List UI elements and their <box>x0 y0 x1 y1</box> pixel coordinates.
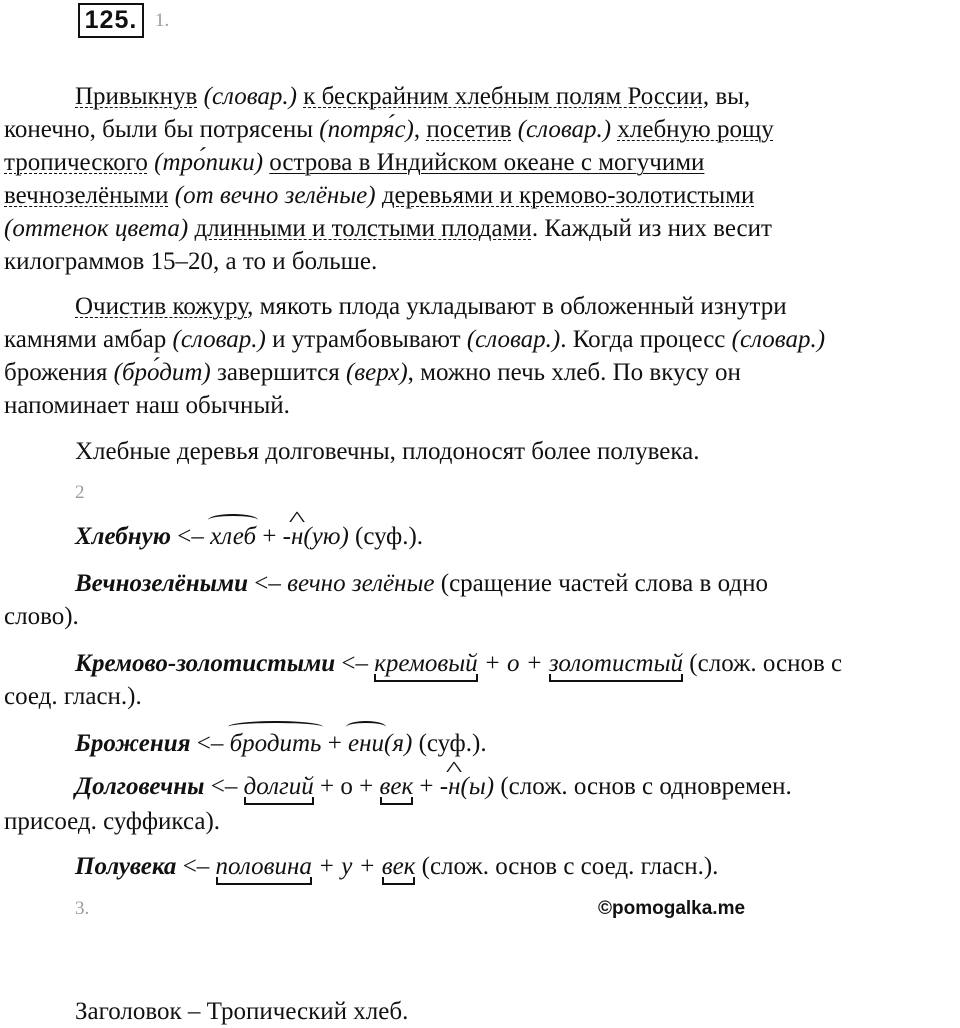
p3-line <box>75 435 699 468</box>
plus: + - <box>413 773 449 800</box>
text: , вы, <box>702 83 751 110</box>
phrase-dlinnymi: длинными и толстыми плодами <box>194 215 532 242</box>
ending: (ы) <box>460 773 495 800</box>
source: вечно зелёные <box>287 570 435 597</box>
title-line <box>75 995 408 1028</box>
note: (слож. основ с <box>683 650 843 677</box>
note: (словар.) <box>466 326 561 353</box>
p2-line-2 <box>4 323 825 356</box>
p2-line-1 <box>75 290 787 323</box>
p1-line-3 <box>4 146 704 179</box>
note: (слож. основ с одновремен. <box>494 773 792 800</box>
p2-line-4 <box>4 389 290 422</box>
arrow: <– <box>176 853 216 880</box>
analysis-vechnozelenymi-cont <box>4 600 79 633</box>
word-privyknuv: Привыкнув <box>75 83 198 110</box>
arrow: <– <box>248 570 288 597</box>
text: и утрамбовывают <box>272 326 461 353</box>
plus: + <box>321 730 349 757</box>
exercise-number: 125. <box>78 3 144 38</box>
analysis-word: Вечнозелёными <box>75 570 249 597</box>
text: камнями амбар <box>4 326 167 353</box>
arrow: <– <box>335 650 375 677</box>
phrase-derevyami: деревьями и кремово-золотистыми <box>381 182 755 209</box>
analysis-poluveka <box>75 850 718 883</box>
word-ochistiv: Очистив кожуру <box>75 293 248 320</box>
p1-line-4 <box>4 179 754 212</box>
word-vechnozelenymi: вечнозелёными <box>4 182 169 209</box>
text: . Каждый из них весит <box>531 215 772 242</box>
plus: + о + <box>477 650 549 677</box>
word-tropicheskogo: тропического <box>4 149 148 176</box>
phrase-khlebnuyu-roshchu: хлебную рощу <box>617 116 774 143</box>
text: Заголовок – Тропический хлеб. <box>75 998 409 1025</box>
text: килограммов 15–20, а то и больше. <box>4 248 378 275</box>
ending: (я) <box>384 730 413 757</box>
root: бродить <box>230 727 322 760</box>
analysis-dolgovechny <box>75 770 792 803</box>
text: Хлебные деревья долговечны, плодоносят более полувека. <box>75 438 700 465</box>
analysis-word: Кремово-золотистыми <box>75 650 336 677</box>
note: (верх) <box>345 359 408 386</box>
note: соед. гласн.). <box>4 683 142 710</box>
note: (словар.) <box>731 326 826 353</box>
suffix: ени <box>348 727 384 760</box>
analysis-word: Брожения <box>75 730 191 757</box>
stem: век <box>382 850 416 883</box>
watermark: ©pomogalka.me <box>598 898 746 919</box>
note: (словар.) <box>517 116 612 143</box>
note: (от вечно зелёные) <box>174 182 376 209</box>
text: завершится <box>217 359 340 386</box>
root: хлеб <box>210 520 256 553</box>
analysis-word: Хлебную <box>75 523 171 550</box>
analysis-dolgovechny-cont <box>4 805 220 838</box>
stem: век <box>380 770 414 803</box>
plus: + - <box>256 523 291 550</box>
text: конечно, были бы потрясены <box>4 116 314 143</box>
p1-line-6 <box>4 245 377 278</box>
note: (оттенок цвета) <box>4 215 189 242</box>
analysis-word: Долговечны <box>75 773 205 800</box>
p1-line-1 <box>75 80 750 113</box>
text: брожения <box>4 359 108 386</box>
suffix: ^ н <box>291 520 303 553</box>
arrow: <– <box>204 773 244 800</box>
text: . Когда процесс <box>560 326 726 353</box>
arrow: <– <box>190 730 230 757</box>
note: (словар.) <box>203 83 298 110</box>
ending: (ую) <box>303 523 349 550</box>
stem: долгий <box>244 770 314 803</box>
part-1-label: 1. <box>155 10 170 31</box>
text: напоминает наш обычный. <box>4 392 290 419</box>
p2-line-3 <box>4 356 741 389</box>
note: (сращение частей слова в одно <box>434 570 768 597</box>
analysis-khlebnuyu <box>75 520 423 553</box>
analysis-kremovo <box>75 647 842 680</box>
note: (словар.) <box>172 326 266 353</box>
analysis-kremovo-cont <box>4 680 142 713</box>
phrase-ostrova: острова в Индийском океане с могучими <box>269 149 705 176</box>
note: (тро́пики) <box>154 149 264 176</box>
note: (потря́с) <box>319 116 414 143</box>
analysis-vechnozelenymi <box>75 567 768 600</box>
note: слово). <box>4 603 79 630</box>
stem: золотистый <box>549 647 683 680</box>
stem: половина <box>216 850 312 883</box>
arrow: <– <box>170 523 211 550</box>
note: (бро́дит) <box>113 359 211 386</box>
p1-line-2 <box>4 113 774 146</box>
stem: кремовый <box>374 647 477 680</box>
phrase-beskrainim: к бескрайним хлебным полям России <box>303 83 703 110</box>
part-3-label: 3. <box>75 898 90 919</box>
word-posetiv: посетив <box>426 116 512 143</box>
plus: + у + <box>311 853 382 880</box>
note: присоед. суффикса). <box>4 808 221 835</box>
part-2-label: 2 <box>75 482 85 503</box>
note: (суф.). <box>412 730 487 757</box>
p1-line-5 <box>4 212 772 245</box>
analysis-word: Полувека <box>75 853 177 880</box>
note: (слож. основ с соед. гласн.). <box>415 853 719 880</box>
plus: + о + <box>313 773 380 800</box>
text: , можно печь хлеб. По вкусу он <box>407 359 741 386</box>
text: , <box>413 116 421 143</box>
analysis-brozheniya <box>75 727 487 760</box>
text: , мякоть плода укладывают в обложенный изнутри <box>247 293 787 320</box>
note: (суф.). <box>348 523 424 550</box>
suffix: ^ н <box>448 770 460 803</box>
